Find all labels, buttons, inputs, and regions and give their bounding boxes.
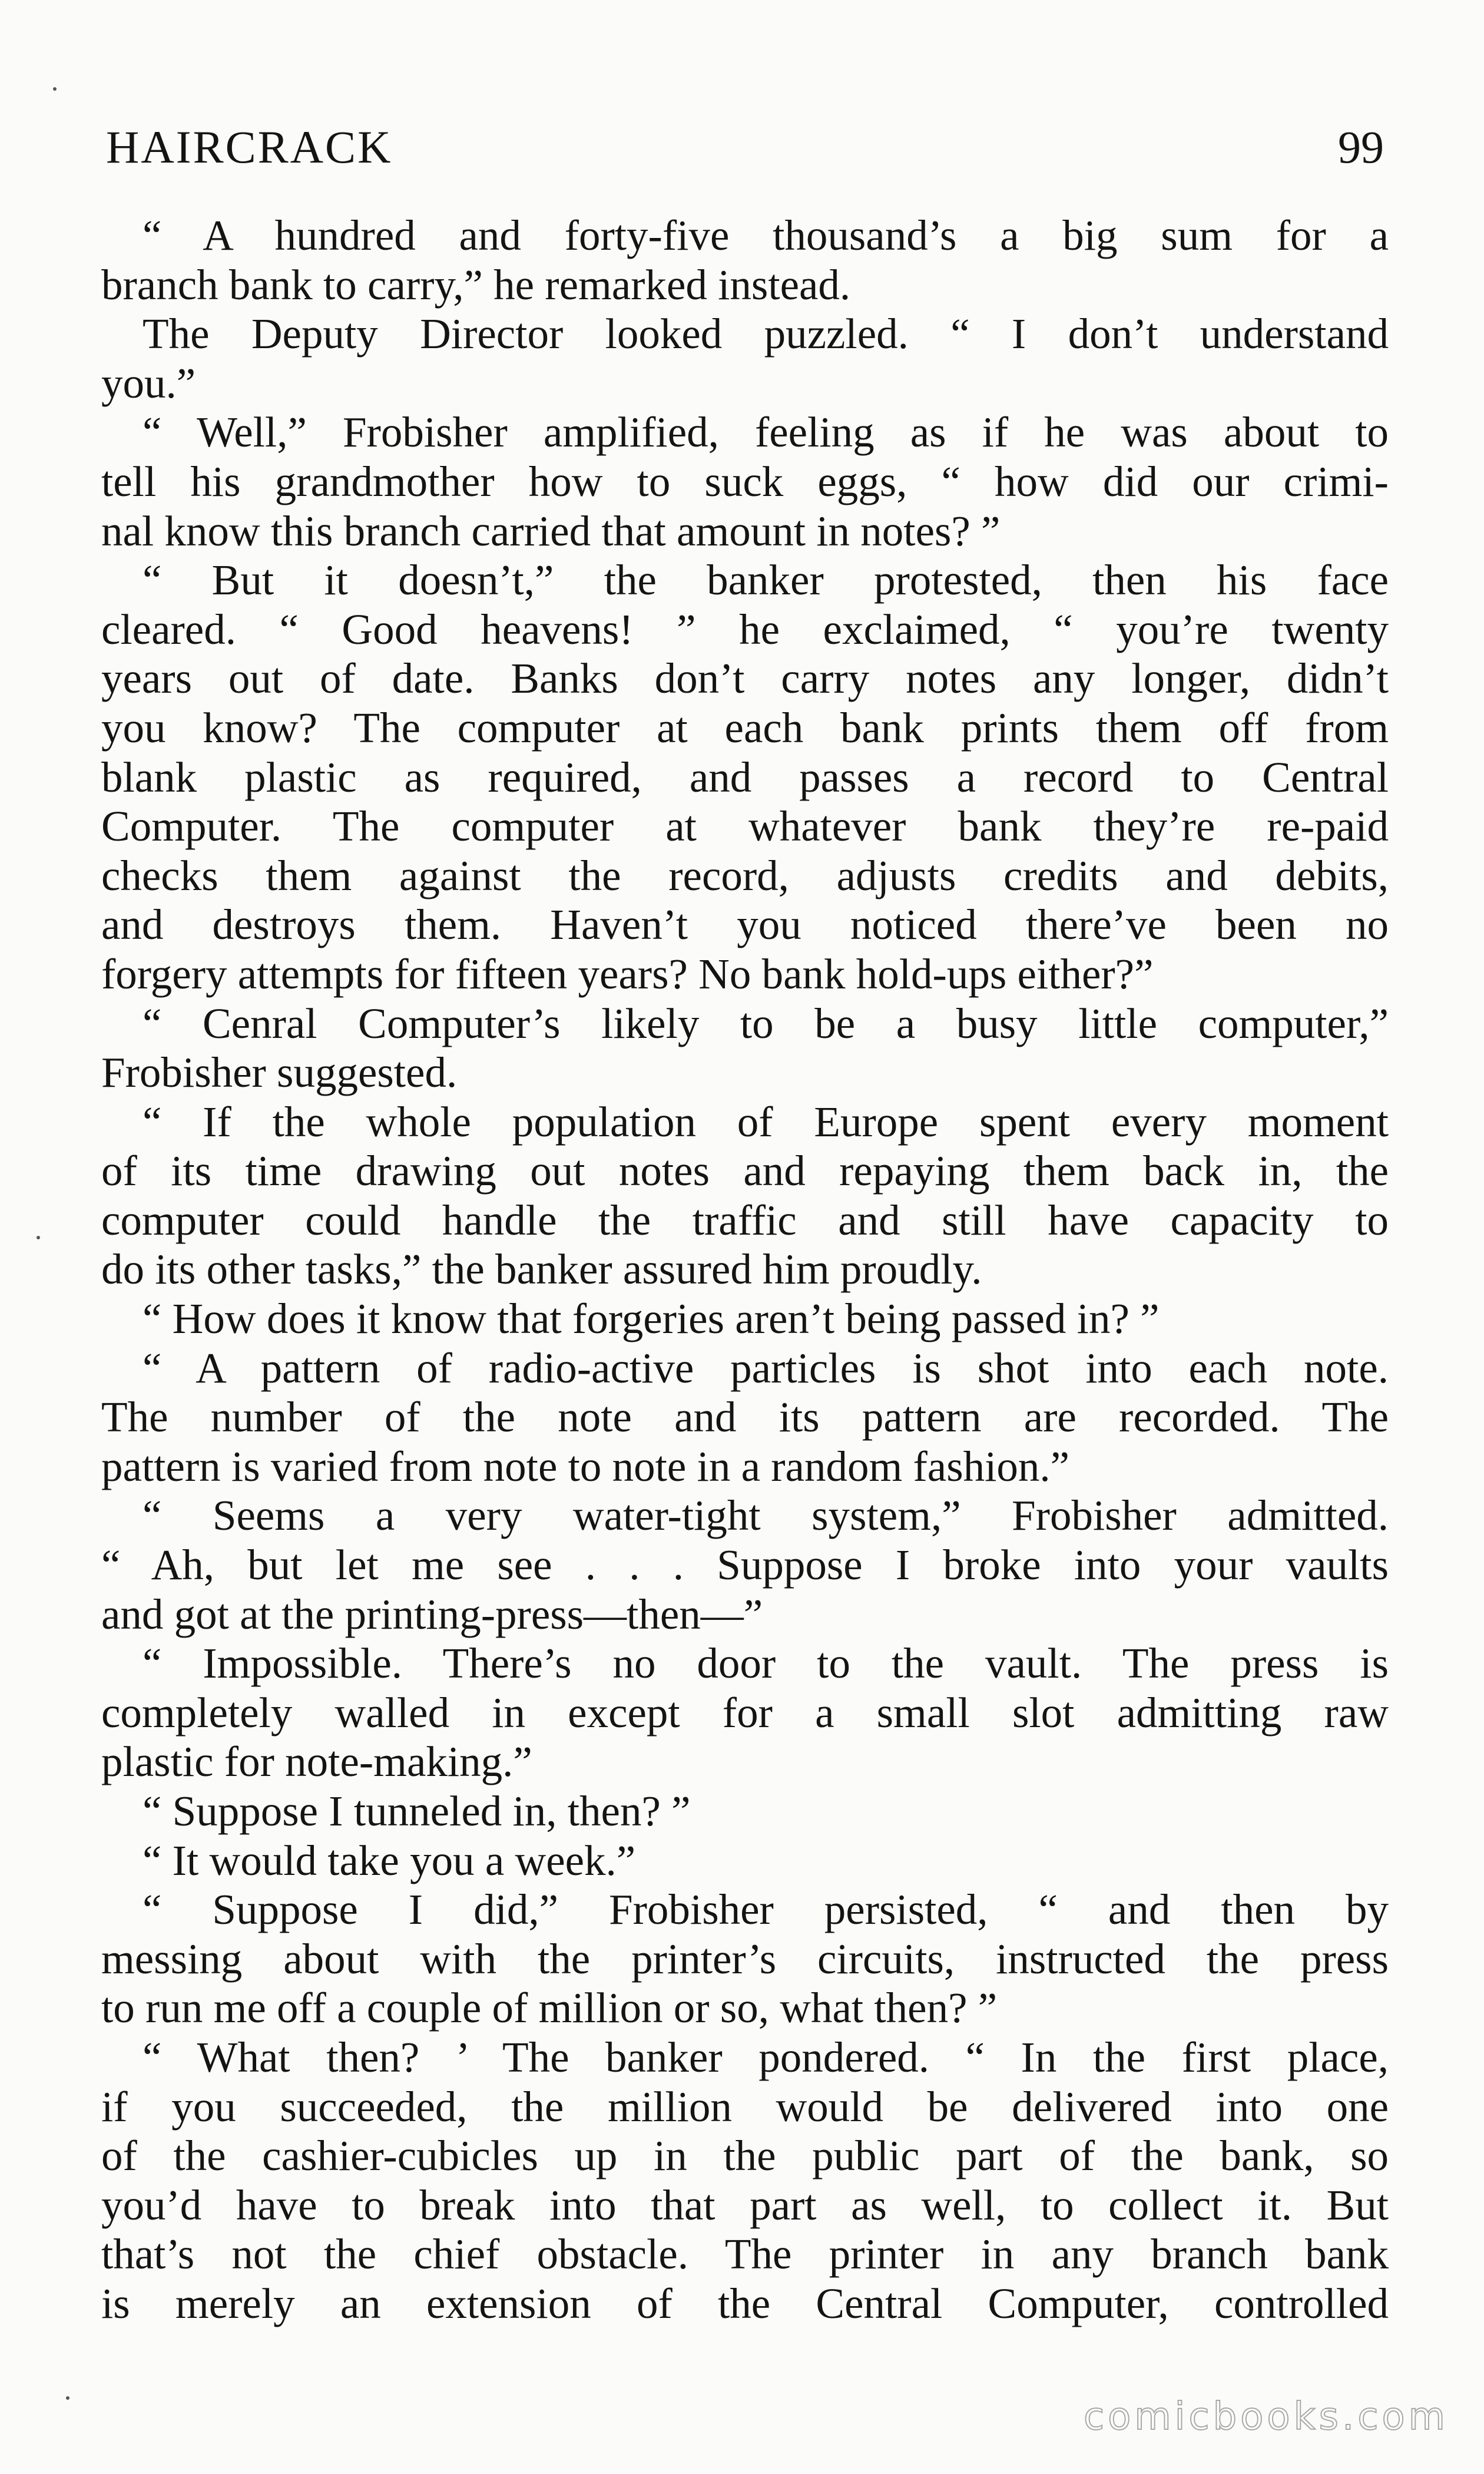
watermark-logo: comicbooks.com: [1083, 2395, 1449, 2439]
text-line: The number of the note and its pattern are recorded. The: [101, 1393, 1389, 1441]
text-line: to run me off a couple of million or so, what then? ”: [101, 1984, 998, 2032]
text-line: completely walled in except for a small slot admitting raw: [101, 1688, 1389, 1737]
text-line: pattern is varied from note to note in a random fashion.”: [101, 1442, 1070, 1490]
text-line: tell his grandmother how to suck eggs, “ how did our crimi-: [101, 457, 1389, 505]
text-line: “ What then? ’ The banker pondered. “ In the first place,: [143, 2033, 1389, 2081]
text-line: “ Seems a very water-tight system,” Frobisher admitted.: [143, 1491, 1389, 1540]
text-line: “ If the whole population of Europe spent every moment: [143, 1097, 1389, 1146]
text-line: “ It would take you a week.”: [143, 1836, 636, 1884]
text-line: “ But it doesn’t,” the banker protested, then his face: [143, 556, 1389, 604]
text-line: and got at the printing-press—then—”: [101, 1590, 763, 1638]
page-header: [106, 118, 1384, 177]
text-line: plastic for note-making.”: [101, 1738, 532, 1786]
paper-speck: [66, 2396, 69, 2400]
text-line: “ A hundred and forty-five thousand’s a big sum for a: [143, 211, 1389, 259]
text-line: branch bank to carry,” he remarked instead.: [101, 260, 851, 309]
text-line: “ A pattern of radio-active particles is shot into each note.: [143, 1344, 1389, 1392]
text-line: that’s not the chief obstacle. The printer in any branch bank: [101, 2230, 1389, 2278]
text-line: “ Ah, but let me see . . . Suppose I broke into your vaults: [101, 1541, 1389, 1589]
text-line: “ Cenral Computer’s likely to be a busy little computer,”: [143, 999, 1389, 1047]
text-line: checks them against the record, adjusts credits and debits,: [101, 851, 1389, 899]
text-line: “ Well,” Frobisher amplified, feeling as if he was about to: [143, 408, 1389, 457]
text-line: cleared. “ Good heavens! ” he exclaimed, “ you’re twenty: [101, 605, 1389, 653]
text-line: “ Suppose I did,” Frobisher persisted, “ and then by: [143, 1886, 1389, 1934]
text-line: and destroys them. Haven’t you noticed there’ve been no: [101, 901, 1389, 949]
text-line: blank plastic as required, and passes a record to Central: [101, 753, 1389, 801]
text-line: do its other tasks,” the banker assured him proudly.: [101, 1245, 982, 1294]
paper-speck: [37, 1236, 40, 1239]
text-line: of the cashier-cubicles up in the public part of the bank, so: [101, 2132, 1389, 2180]
text-line: if you succeeded, the million would be delivered into one: [101, 2082, 1389, 2131]
text-line: “ Suppose I tunneled in, then? ”: [143, 1787, 691, 1835]
running-head: HAIRCRACK: [106, 121, 393, 173]
text-line: you.”: [101, 359, 196, 407]
page-number: 99: [1338, 121, 1384, 173]
text-line: messing about with the printer’s circuits, instructed the press: [101, 1934, 1389, 1983]
text-line: you’d have to break into that part as well, to collect it. But: [101, 2181, 1389, 2229]
text-line: is merely an extension of the Central Computer, controlled: [101, 2279, 1389, 2327]
text-line: of its time drawing out notes and repaying them back in, the: [101, 1147, 1389, 1195]
text-line: The Deputy Director looked puzzled. “ I don’t understand: [143, 310, 1389, 358]
text-line: you know? The computer at each bank prints them off from: [101, 703, 1389, 752]
text-line: Frobisher suggested.: [101, 1049, 458, 1097]
text-line: nal know this branch carried that amount in notes? ”: [101, 507, 1001, 555]
body-text: [101, 211, 1389, 2329]
text-line: “ Impossible. There’s no door to the vault. The press is: [143, 1639, 1389, 1688]
paper-speck: [53, 87, 57, 91]
text-line: Computer. The computer at whatever bank they’re re-paid: [101, 802, 1389, 851]
text-line: years out of date. Banks don’t carry notes any longer, didn’t: [101, 654, 1389, 703]
text-line: forgery attempts for fifteen years? No bank hold-ups either?”: [101, 950, 1154, 998]
text-line: “ How does it know that forgeries aren’t being passed in? ”: [143, 1295, 1160, 1343]
text-line: computer could handle the traffic and still have capacity to: [101, 1196, 1389, 1244]
